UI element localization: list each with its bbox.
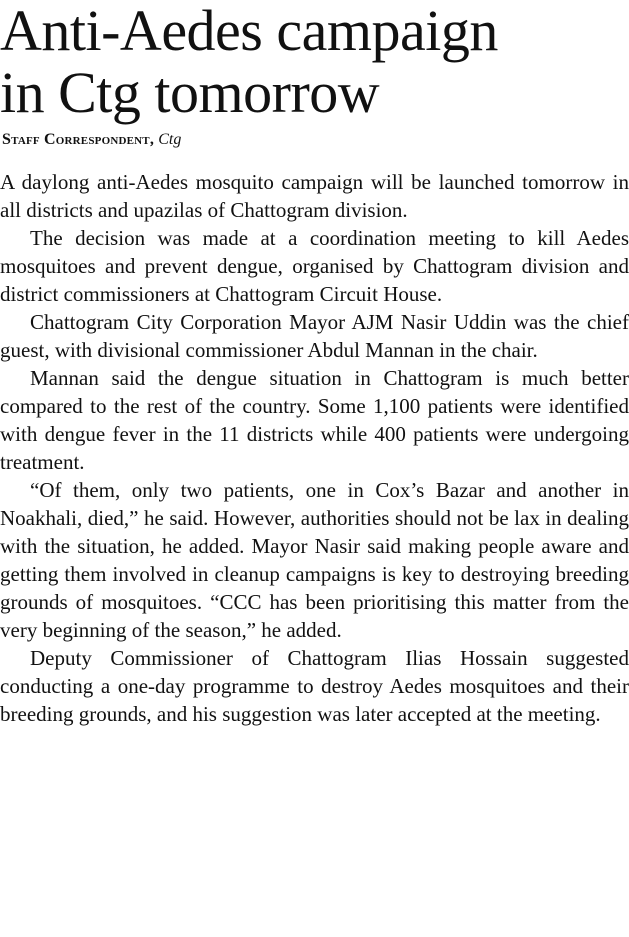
headline-line-1: Anti-Aedes campaign [0, 0, 498, 63]
paragraph: Mannan said the dengue situation in Chattogram is much better compared to the rest of the country. Some 1,100 patients were identified with dengue fever in the 11 districts while 400 patients were undergoing treatment. [0, 366, 629, 474]
paragraph: Deputy Commissioner of Chattogram Ilias Hossain suggested conducting a one-day programme to destroy Aedes mosquitoes and their breeding grounds, and his suggestion was later accepted at the meeting. [0, 646, 629, 726]
byline-location: Ctg [158, 131, 182, 148]
paragraph: “Of them, only two patients, one in Cox’s Bazar and another in Noakhali, died,” he said. However, authorities should not be lax in dealing with the situation, he added. Mayor Nasir said making people aware and getting them involved in cleanup campaigns is key to destroying breeding grounds of mosquitoes. “CCC has been prioritising this matter from the very beginning of the season,” he added. [0, 478, 629, 642]
byline-author: Staff Correspondent [2, 131, 150, 148]
paragraph: A daylong anti-Aedes mosquito campaign will be launched tomorrow in all districts and upazilas of Chattogram division. [0, 170, 629, 222]
paragraph: Chattogram City Corporation Mayor AJM Nasir Uddin was the chief guest, with divisional commissioner Abdul Mannan in the chair. [0, 310, 629, 362]
headline [0, 0, 629, 124]
headline-line-2: in Ctg tomorrow [0, 60, 380, 125]
byline [2, 128, 629, 152]
paragraph: The decision was made at a coordination meeting to kill Aedes mosquitoes and prevent dengue, organised by Chattogram division and district commissioners at Chattogram Circuit House. [0, 226, 629, 306]
article-body [0, 168, 629, 728]
byline-separator: , [149, 131, 159, 148]
